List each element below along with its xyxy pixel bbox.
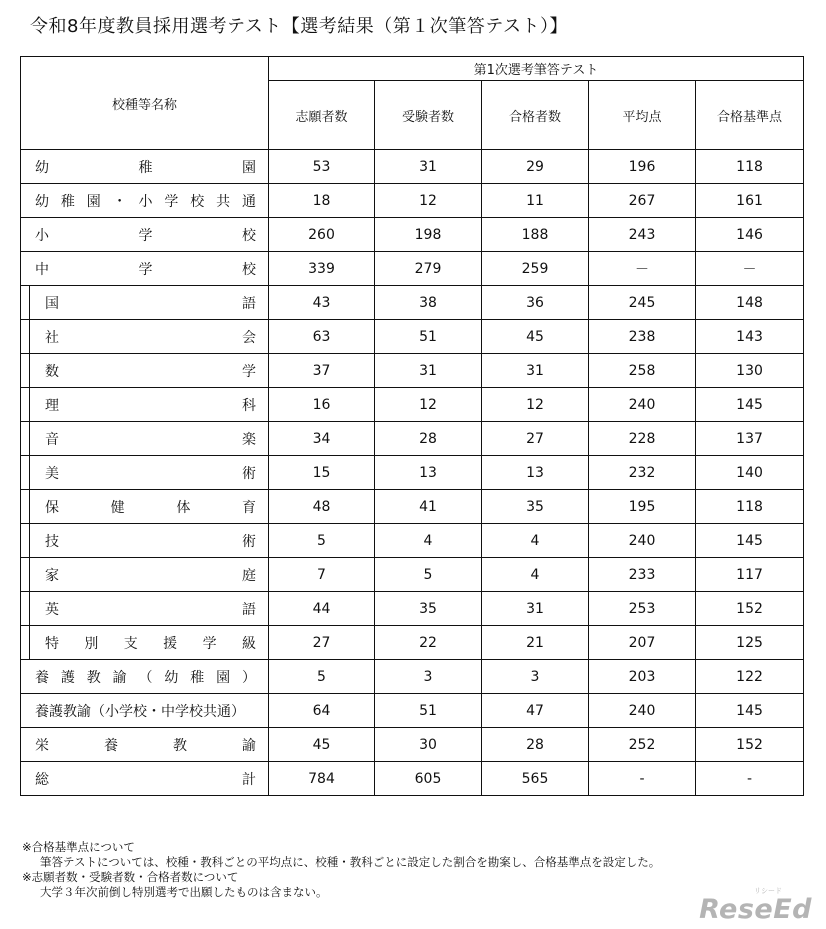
cell-applicants: 260 [269,218,375,252]
row-name [21,456,268,489]
cell-applicants: 18 [269,184,375,218]
header-examinees: 受験者数 [375,81,482,150]
cell-cutoff: 122 [696,660,804,694]
cell-applicants: 53 [269,150,375,184]
table-row [21,660,804,694]
row-name-cell [21,320,269,354]
cell-applicants: 45 [269,728,375,762]
cell-cutoff: － [696,252,804,286]
row-name-cell [21,218,269,252]
page-title: 令和8年度教員採用選考テスト【選考結果（第１次筆答テスト）】 [30,16,569,37]
row-name-char: 語 [242,601,256,618]
row-name-char: 科 [242,397,256,414]
cell-passed: 47 [482,694,589,728]
table-row [21,728,804,762]
table-row [21,558,804,592]
cell-applicants: 48 [269,490,375,524]
cell-applicants: 63 [269,320,375,354]
cell-passed: 31 [482,592,589,626]
row-name-cell [21,150,269,184]
cell-cutoff: 145 [696,388,804,422]
row-name-char: 会 [242,329,256,346]
row-name-cell [21,388,269,422]
row-name-char: 級 [241,635,256,652]
cell-examinees: 38 [375,286,482,320]
row-name-char: 校 [242,261,256,278]
row-name-char: 養 [35,669,49,686]
row-name-char: 計 [242,771,256,788]
row-name-cell [21,660,269,694]
cell-examinees: 30 [375,728,482,762]
row-name-char: 幼 [164,669,179,686]
row-name-char: 教 [173,737,187,754]
row-name-char: 学 [138,227,153,244]
row-name [21,252,268,285]
cell-passed: 36 [482,286,589,320]
cell-cutoff: 145 [696,694,804,728]
cell-passed: 4 [482,524,589,558]
cell-applicants: 339 [269,252,375,286]
cell-average: 238 [589,320,696,354]
row-name-char: 小 [138,193,153,210]
cell-applicants: 784 [269,762,375,796]
cell-average: 267 [589,184,696,218]
row-name-char: 幼 [35,159,49,176]
row-name-char: 栄 [35,737,49,754]
row-name [21,422,268,455]
cell-cutoff: 130 [696,354,804,388]
cell-cutoff: 118 [696,490,804,524]
row-name-cell [21,694,269,728]
row-name [21,490,268,523]
row-name-char: ・ [112,193,127,210]
row-name-char: 育 [241,499,256,516]
cell-average: 232 [589,456,696,490]
resed-logo: ReseEd [699,894,812,925]
cell-applicants: 7 [269,558,375,592]
row-name-char: 音 [45,431,59,448]
cell-average: 240 [589,694,696,728]
cell-examinees: 35 [375,592,482,626]
table-row [21,490,804,524]
row-name-char: 学 [202,635,217,652]
row-name-char: 家 [45,567,59,584]
row-name-char: ） [242,669,256,686]
row-name-char: 養 [104,737,118,754]
cell-examinees: 12 [375,184,482,218]
cell-passed: 12 [482,388,589,422]
row-name-char: 学 [164,193,179,210]
table-row [21,456,804,490]
row-name-char: 校 [190,193,205,210]
results-table [20,56,804,796]
row-name-cell [21,558,269,592]
row-name-cell [21,524,269,558]
cell-passed: 28 [482,728,589,762]
row-name-cell [21,286,269,320]
row-name-char: 術 [242,465,256,482]
cell-average: 203 [589,660,696,694]
row-name [21,184,268,217]
row-name [21,694,268,727]
table-row [21,286,804,320]
cell-applicants: 16 [269,388,375,422]
row-name [21,728,268,761]
cell-examinees: 31 [375,150,482,184]
header-first-exam: 第1次選考筆答テスト [269,57,804,81]
row-name-cell [21,422,269,456]
cell-examinees: 22 [375,626,482,660]
cell-applicants: 34 [269,422,375,456]
row-name-char: 共 [216,193,231,210]
footnotes [22,840,660,900]
table-row [21,592,804,626]
table-row [21,184,804,218]
row-name-char: 園 [242,159,256,176]
row-name [21,150,268,183]
cell-applicants: 15 [269,456,375,490]
row-name-cell [21,762,269,796]
header-row-group [21,57,804,81]
row-name [21,320,268,353]
cell-cutoff: 143 [696,320,804,354]
row-name-char: 援 [163,635,178,652]
row-name-cell [21,252,269,286]
cell-examinees: 4 [375,524,482,558]
row-name-char: 楽 [242,431,256,448]
cell-average: 240 [589,388,696,422]
row-name [21,218,268,251]
cell-average: 243 [589,218,696,252]
cell-examinees: 13 [375,456,482,490]
cell-examinees: 605 [375,762,482,796]
cell-examinees: 51 [375,694,482,728]
row-name [21,558,268,591]
header-school-type: 校種等名称 [21,57,269,150]
cell-average: 258 [589,354,696,388]
cell-cutoff: - [696,762,804,796]
row-name-cell [21,728,269,762]
cell-cutoff: 137 [696,422,804,456]
cell-cutoff: 148 [696,286,804,320]
cell-examinees: 12 [375,388,482,422]
row-name-char: 語 [242,295,256,312]
cell-average: 207 [589,626,696,660]
row-name-char: 別 [84,635,99,652]
row-name-char: 稚 [138,159,153,176]
cell-examinees: 51 [375,320,482,354]
row-name-char: 園 [216,669,231,686]
cell-applicants: 64 [269,694,375,728]
table-row [21,320,804,354]
row-name [21,762,268,795]
cell-average: 196 [589,150,696,184]
row-name-char: 養護教諭（小学校・中学校共通） [35,703,245,720]
row-name [21,524,268,557]
cell-examinees: 41 [375,490,482,524]
row-name-char: 諭 [242,737,256,754]
cell-passed: 4 [482,558,589,592]
cell-cutoff: 145 [696,524,804,558]
row-name-char: 理 [45,397,59,414]
row-name-char: 稚 [60,193,75,210]
row-name-char: 校 [242,227,256,244]
table-row [21,388,804,422]
table-row [21,252,804,286]
cell-passed: 13 [482,456,589,490]
cell-cutoff: 125 [696,626,804,660]
row-name-char: 支 [123,635,138,652]
row-name-char: 健 [110,499,125,516]
cell-applicants: 43 [269,286,375,320]
table-row [21,626,804,660]
table-row [21,762,804,796]
row-name-char: 教 [86,669,101,686]
table-row [21,524,804,558]
cell-average: 195 [589,490,696,524]
row-name-char: 美 [45,465,59,482]
row-name-char: 小 [35,227,49,244]
row-name [21,388,268,421]
cell-passed: 3 [482,660,589,694]
row-name-cell [21,490,269,524]
row-name-char: 保 [45,499,59,516]
cell-average: 240 [589,524,696,558]
table-row [21,354,804,388]
cell-passed: 31 [482,354,589,388]
cell-average: － [589,252,696,286]
row-name-char: 通 [242,193,256,210]
header-passed: 合格者数 [482,81,589,150]
row-name-char: 数 [45,363,59,380]
cell-applicants: 44 [269,592,375,626]
cell-cutoff: 140 [696,456,804,490]
logo-subtext: リシード [754,887,782,895]
row-name-char: 術 [242,533,256,550]
cell-cutoff: 152 [696,592,804,626]
cell-passed: 29 [482,150,589,184]
footnote-line: 筆答テストについては、校種・教科ごとの平均点に、校種・教科ごとに設定した割合を勘案し、合格基準点を設定した。 [40,855,661,869]
cell-examinees: 31 [375,354,482,388]
header-cutoff: 合格基準点 [696,81,804,150]
row-name-cell [21,354,269,388]
row-name-char: 園 [86,193,101,210]
row-name-char: 英 [45,601,59,618]
cell-passed: 21 [482,626,589,660]
row-name-char: 学 [138,261,153,278]
row-name-char: 庭 [242,567,256,584]
cell-cutoff: 152 [696,728,804,762]
row-name [21,660,268,693]
cell-applicants: 27 [269,626,375,660]
header-average: 平均点 [589,81,696,150]
row-name-cell [21,626,269,660]
cell-average: 228 [589,422,696,456]
table-row [21,218,804,252]
row-name-char: 護 [60,669,75,686]
table-row [21,150,804,184]
cell-average: 253 [589,592,696,626]
row-name-char: 中 [35,261,49,278]
row-name-char: 稚 [190,669,205,686]
cell-passed: 35 [482,490,589,524]
cell-examinees: 3 [375,660,482,694]
row-name-char: 総 [35,771,49,788]
cell-cutoff: 146 [696,218,804,252]
table-row [21,694,804,728]
cell-passed: 565 [482,762,589,796]
cell-average: 252 [589,728,696,762]
cell-examinees: 5 [375,558,482,592]
cell-passed: 11 [482,184,589,218]
row-name-char: 技 [45,533,59,550]
row-name-char: （ [138,669,153,686]
row-name [21,286,268,319]
row-name-char: 幼 [35,193,49,210]
cell-examinees: 28 [375,422,482,456]
cell-cutoff: 161 [696,184,804,218]
row-name [21,354,268,387]
cell-examinees: 198 [375,218,482,252]
cell-cutoff: 118 [696,150,804,184]
cell-applicants: 5 [269,660,375,694]
row-name-char: 社 [45,329,59,346]
cell-passed: 27 [482,422,589,456]
cell-examinees: 279 [375,252,482,286]
header-applicants: 志願者数 [269,81,375,150]
row-name-char: 学 [242,363,256,380]
cell-cutoff: 117 [696,558,804,592]
cell-average: - [589,762,696,796]
row-name [21,626,268,659]
cell-average: 245 [589,286,696,320]
cell-applicants: 37 [269,354,375,388]
cell-passed: 45 [482,320,589,354]
row-name [21,592,268,625]
row-name-char: 体 [176,499,191,516]
row-name-cell [21,184,269,218]
cell-applicants: 5 [269,524,375,558]
cell-average: 233 [589,558,696,592]
cell-passed: 188 [482,218,589,252]
row-name-cell [21,456,269,490]
row-name-char: 特 [45,635,59,652]
cell-passed: 259 [482,252,589,286]
footnote-line: 大学３年次前倒し特別選考で出願したものは含まない。 [40,885,328,899]
row-name-char: 国 [45,295,59,312]
row-name-char: 諭 [112,669,127,686]
row-name-cell [21,592,269,626]
footnote-line: ※志願者数・受験者数・合格者数について [22,870,239,884]
table-row [21,422,804,456]
footnote-line: ※合格基準点について [22,840,135,854]
